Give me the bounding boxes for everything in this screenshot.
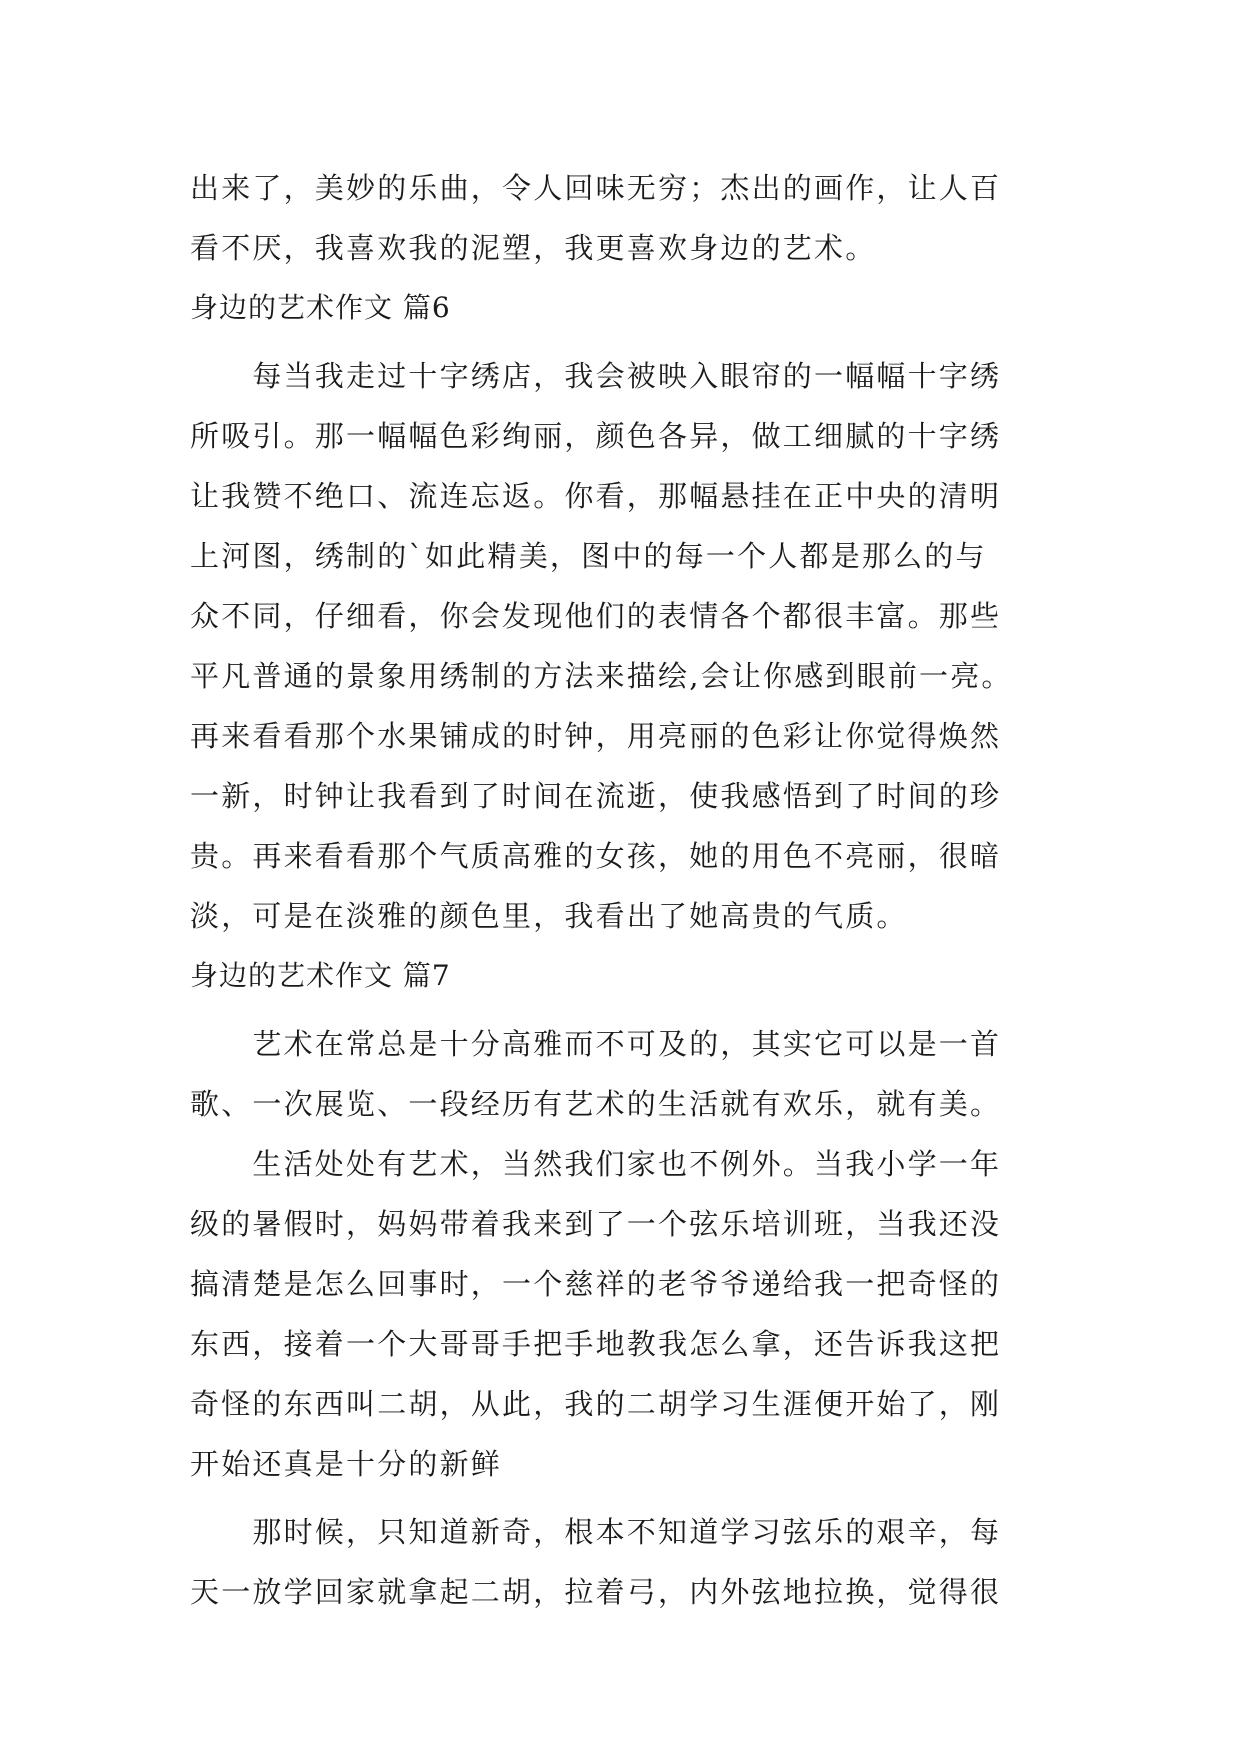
section-heading: 身边的艺术作文 篇6 <box>190 291 451 324</box>
text-line: 开始还真是十分的新鲜 <box>190 1447 503 1481</box>
text-line: 搞清楚是怎么回事时，一个慈祥的老爷爷递给我一把奇怪的 <box>190 1267 1002 1301</box>
text-line: 再来看看那个水果铺成的时钟，用亮丽的色彩让你觉得焕然 <box>190 719 1002 753</box>
text-line: 生活处处有艺术，当然我们家也不例外。当我小学一年 <box>190 1147 1002 1181</box>
text-line: 让我赞不绝口、流连忘返。你看，那幅悬挂在正中央的清明 <box>190 479 1002 513</box>
text-line: 天一放学回家就拿起二胡，拉着弓，内外弦地拉换，觉得很 <box>190 1575 1002 1609</box>
text-line: 贵。再来看看那个气质高雅的女孩，她的用色不亮丽，很暗 <box>190 839 1002 873</box>
document-page <box>190 158 1070 1622</box>
text-line: 一新，时钟让我看到了时间在流逝，使我感悟到了时间的珍 <box>190 779 1002 813</box>
text-line: 所吸引。那一幅幅色彩绚丽，颜色各异，做工细腻的十字绣 <box>190 419 1002 453</box>
text-line: 东西，接着一个大哥哥手把手地教我怎么拿，还告诉我这把 <box>190 1327 1002 1361</box>
text-line: 出来了，美妙的乐曲，令人回味无穷；杰出的画作，让人百 <box>190 171 1002 205</box>
text-line: 看不厌，我喜欢我的泥塑，我更喜欢身边的艺术。 <box>190 231 877 265</box>
text-line: 上河图，绣制的`如此精美，图中的每一个人都是那么的与 <box>190 539 987 573</box>
text-line: 淡，可是在淡雅的颜色里，我看出了她高贵的气质。 <box>190 899 908 933</box>
text-line: 平凡普通的景象用绣制的方法来描绘,会让你感到眼前一亮。 <box>190 659 1013 693</box>
text-line: 奇怪的东西叫二胡，从此，我的二胡学习生涯便开始了，刚 <box>190 1387 1002 1421</box>
text-line: 众不同，仔细看，你会发现他们的表情各个都很丰富。那些 <box>190 599 1002 633</box>
text-line: 每当我走过十字绣店，我会被映入眼帘的一幅幅十字绣 <box>190 359 1002 393</box>
section-heading: 身边的艺术作文 篇7 <box>190 959 451 992</box>
text-line: 艺术在常总是十分高雅而不可及的，其实它可以是一首 <box>190 1027 1002 1061</box>
text-line: 歌、一次展览、一段经历有艺术的生活就有欢乐，就有美。 <box>190 1087 1002 1121</box>
text-line: 级的暑假时，妈妈带着我来到了一个弦乐培训班，当我还没 <box>190 1207 1002 1241</box>
text-line: 那时候，只知道新奇，根本不知道学习弦乐的艰辛，每 <box>190 1515 1002 1549</box>
